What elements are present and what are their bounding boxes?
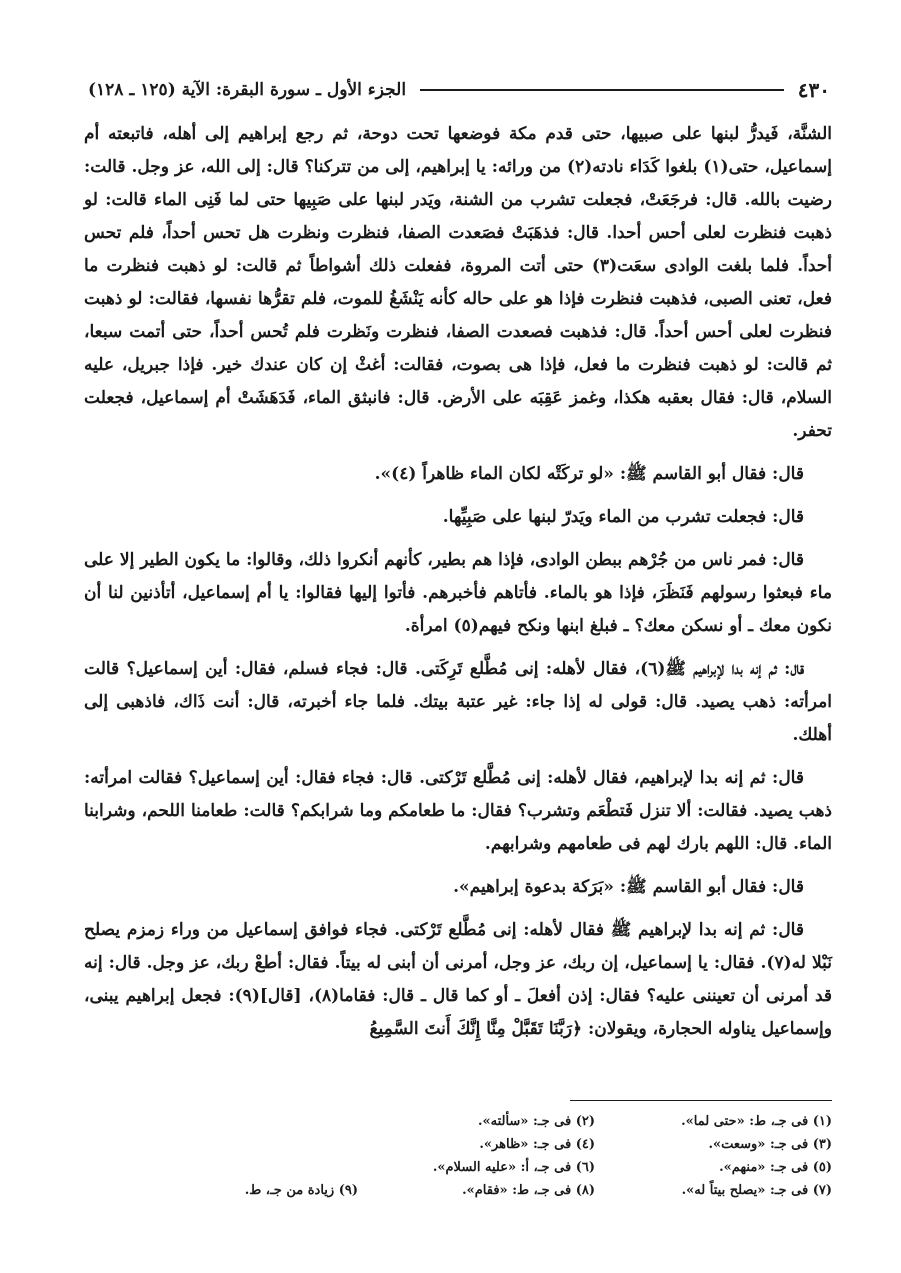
footnote-row — [120, 1156, 832, 1179]
paragraph: قال: فمر ناس من جُرْهم ببطن الوادى، فإذا هم بطير، كأنهم أنكروا ذلك، وقالوا: ما يكون الطير إلا على ماء فبعثوا رسولهم فَنَظَرَ، فإذا هو بالماء. فأتاهم فأخبرهم. فأتوا إليها فقالوا: يا أم إسماعيل، أتأذنين لنا أن نكون معك ـ أو نسكن معك؟ ـ فبلغ ابنها ونكح فيهم(٥) امرأة. — [84, 550, 832, 636]
footnote: (٦) فى جـ، أ: «عليه السلام». — [432, 1160, 595, 1175]
paragraph: الشنَّة، فَيدرُّ لبنها على صبيها، حتى قدم مكة فوضعها تحت دوحة، ثم رجع إبراهيم إلى أهله، فاتبعته أم إسماعيل، حتى(١) بلغوا كَدَاء نادته(٢) من ورائه: يا إبراهيم، إلى من تتركنا؟ قال: إلى الله، عز وجل. قالت: رضيت بالله. قال: فرجَعَتْ، فجعلت تشرب من الشنة، ويَدر لبنها على صَبِيها حتى لما فَنِى الماء قالت: لو ذهبت فنظرت لعلى أحس أحدا. قال: فذهَبَتْ فصَعدت الصفا، فنظرت ونظرت هل تحس أحداً، فلم تحس أحداً. فلما بلغت الوادى سعَت(٣) حتى أتت المروة، ففعلت ذلك أشواطاً ثم قالت: لو ذهبت فنظرت ما فعل، تعنى الصبى، فذهبت فنظرت فإذا هو على حاله كأنه يَنْشَغُ للموت، فلم تقرُّها نفسها، فقالت: لو ذهبت فنظرت لعلى أحس أحداً. قال: فذهبت فصعدت الصفا، فنظرت ونَظرت فلم تُحس أحداً، حتى أتمت سبعا، ثم قالت: لو ذهبت فنظرت ما فعل، فإذا هى بصوت، فقالت: أغثْ إن كان عندك خير. فإذا جبريل، عليه السلام، قال: فقال بعقبه هكذا، وغمز عَقِبَه على الأرض. قال: فانبثق الماء، فَدَهَشَتْ أم إسماعيل، فجعلت تحفر. — [84, 124, 833, 441]
footnote: (٢) فى جـ: «سألته». — [477, 1114, 595, 1129]
footnote: (٨) فى جـ، ط: «فقام». — [462, 1183, 595, 1198]
footnote-separator — [570, 1100, 832, 1101]
page-number: ٤٣٠ — [797, 78, 830, 102]
footnote-row — [120, 1179, 832, 1202]
paragraph: قال: ثم إنه بدا لإبراهيم ﷺ فقال لأهله: إنى مُطَّلع تَرْكتى. فجاء فوافق إسماعيل من وراء زمزم يصلح نَبْلا له(٧). فقال: يا إسماعيل، إن ربك، عز وجل، أمرنى أن أبنى له بيتاً. فقال: أطعْ ربك، عز وجل. قال: إنه قد أمرنى أن تعيننى عليه؟ فقال: إذن أفعلَ ـ أو كما قال ـ قال: فقاما(٨)، [قال](٩): فجعل إبراهيم يبنى، وإسماعيل يناوله الحجارة، ويقولان: ﴿رَبَّنَا تَقَبَّلْ مِنَّا إِنَّكَ أَنتَ السَّمِيعُ — [84, 920, 832, 1039]
paragraph: قال: ثم إنه بدا لإبراهيم، فقال لأهله: إنى مُطَّلع تَرْكتى. قال: فجاء فقال: أين إسماعيل؟ فقالت امرأته: ذهب يصيد. فقالت: ألا تنزل فَتطْعَم وتشرب؟ فقال: ما طعامكم وما شرابكم؟ قالت: طعامنا اللحم، وشرابنا الماء. قال: اللهم بارك لهم فى طعامهم وشرابهم. — [84, 768, 832, 854]
main-text — [84, 118, 832, 1056]
paragraph: قال: فجعلت تشرب من الماء ويَدرّ لبنها على صَبِيِّها. — [442, 507, 804, 527]
footnote: (١) فى جـ، ط: «حتى لما». — [681, 1114, 832, 1129]
footnote: (٩) زيادة من جـ، ط. — [244, 1183, 358, 1198]
footnote-row — [120, 1133, 832, 1156]
header-title: الجزء الأول ـ سورة البقرة: الآية (١٢٥ ـ ١٢٨) — [88, 80, 407, 100]
paragraph: قال: فقال أبو القاسم ﷺ: «بَرَكة بدعوة إبراهيم». — [453, 877, 804, 897]
footnote-row — [120, 1110, 832, 1133]
footnote: (٥) فى جـ: «منهم». — [719, 1160, 832, 1175]
running-header — [88, 76, 830, 104]
paragraph: قال: فقال أبو القاسم ﷺ: «لو تركَتْه لكان الماء ظاهراً (٤)». — [374, 464, 804, 484]
header-rule — [420, 89, 784, 91]
footnote: (٤) فى جـ: «ظاهر». — [479, 1137, 595, 1152]
paragraph: قال: ثم إنه بدا لإبراهيم ﷺ(٦)، فقال لأهله: إنى مُطَّلع تَرِكَتى. قال: فجاء فسلم، فقال: أين إسماعيل؟ قالت امرأته: ذهب يصيد. قال: قولى له إذا جاء: غير عتبة بيتك. فلما جاء أخبرته، قال: أنت ذَاك، فاذهبى إلى أهلك. — [84, 659, 832, 745]
footnotes — [120, 1110, 832, 1202]
footnote: (٣) فى جـ: «وسعت». — [708, 1137, 832, 1152]
footnote: (٧) فى جـ: «يصلح بيتاً له». — [681, 1183, 832, 1198]
